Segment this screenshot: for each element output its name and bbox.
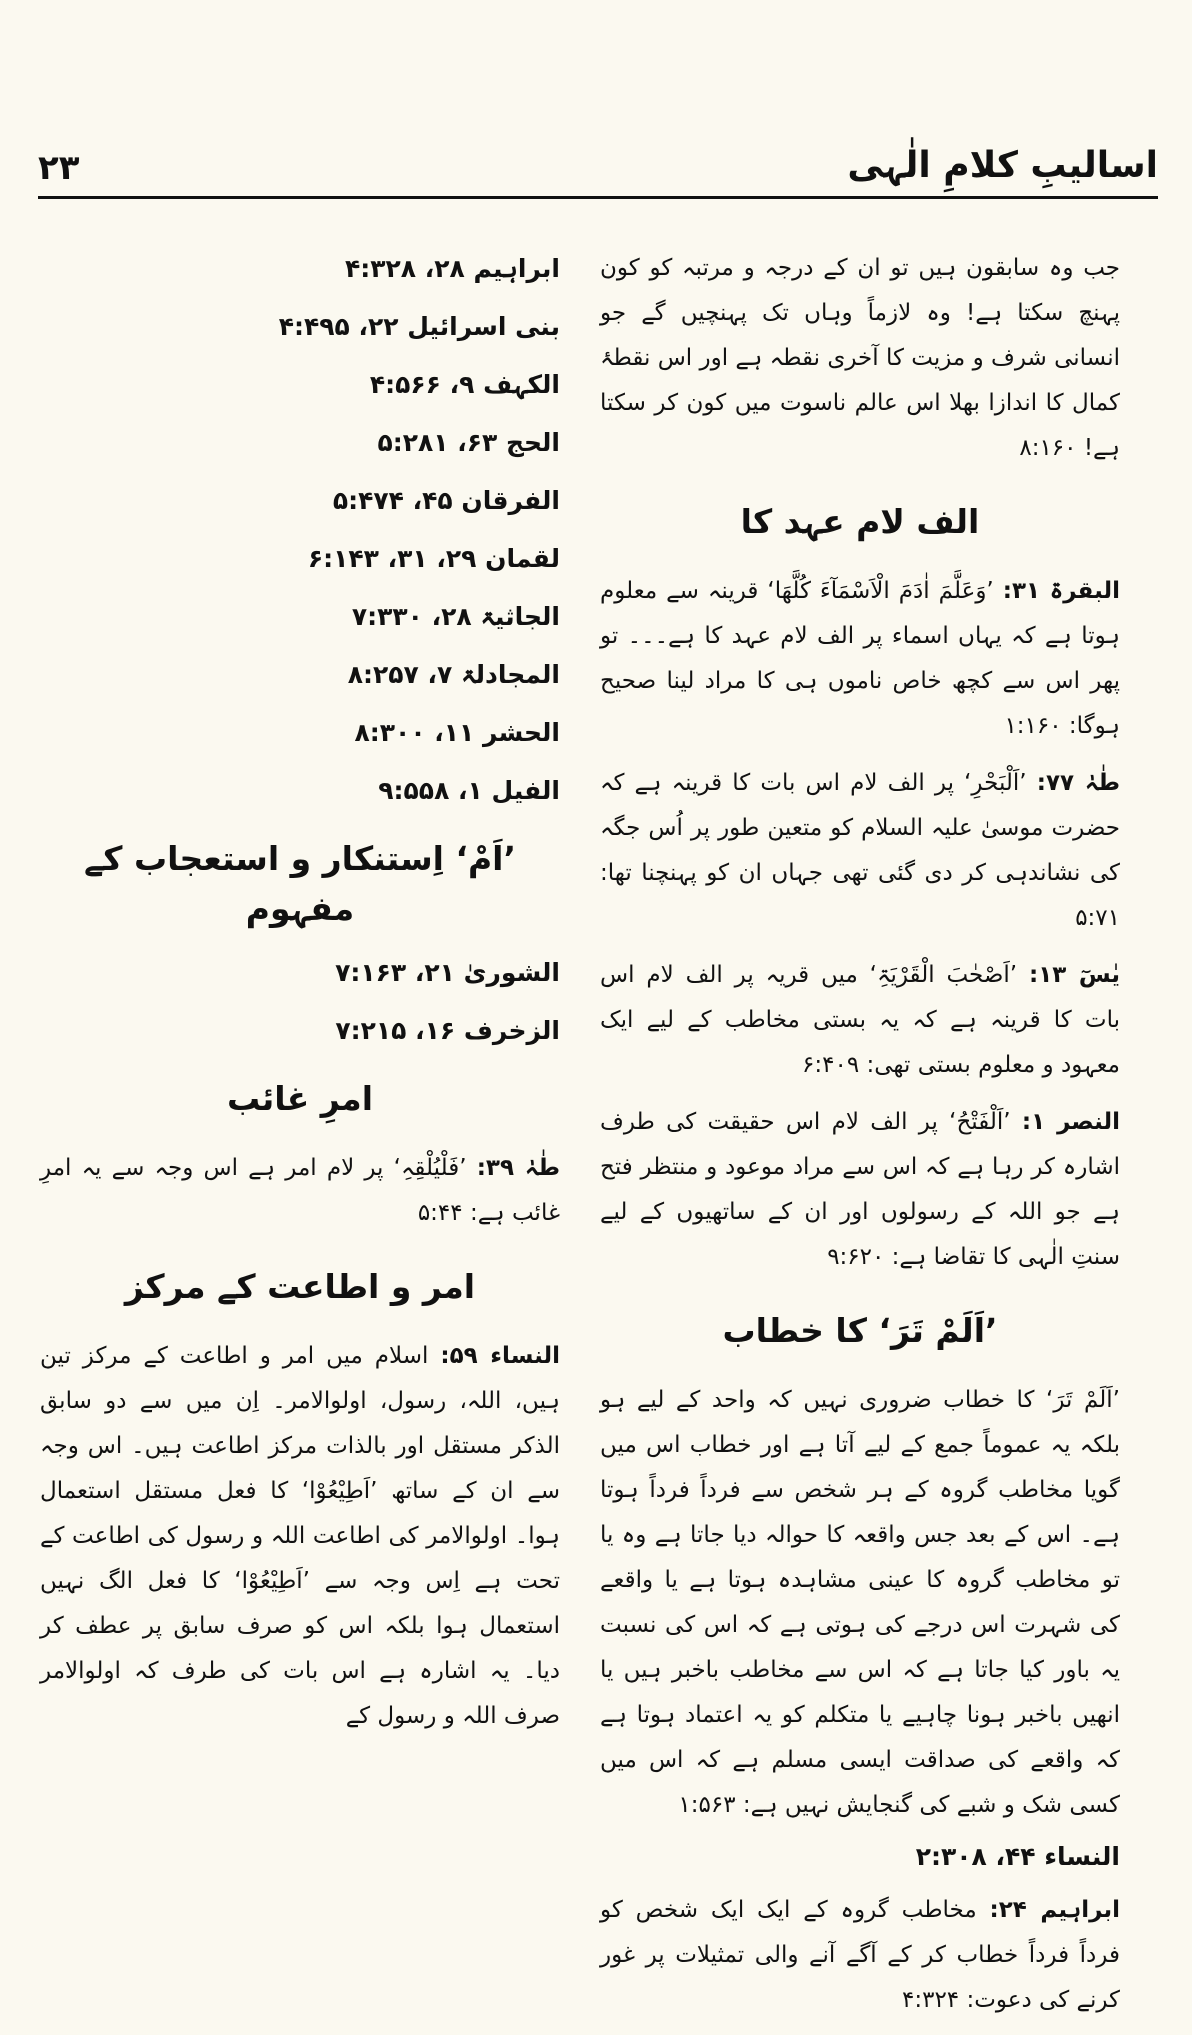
paragraph-taha bbox=[600, 761, 1120, 941]
reference-item: الجاثیۃ ۲۸، ۷:۳۳۰ bbox=[351, 602, 560, 631]
section-heading-am: ’اَمْ‘ اِستنکار و استعجاب کے مفہوم bbox=[83, 839, 517, 928]
reference-item: الکہف ۹، ۴:۵۶۶ bbox=[369, 370, 560, 399]
paragraph-text: ’اَصْحٰبَ الْقَرْیَۃِ‘ میں قریہ پر الف لام اس بات کا قرینہ ہے کہ یہ بستی مخاطب کے لیے ایک معہود و معلوم بستی تھی: ۶:۴۰۹ bbox=[600, 962, 1120, 1078]
reference-item: لقمان ۲۹، ۳۱، ۶:۱۴۳ bbox=[307, 544, 560, 573]
paragraph-text: مخاطب گروہ کے ایک ایک شخص کو فرداً فرداً خطاب کر کے آگے آنے والی تمثیلات پر غور کرنے کی دعوت: ۴:۳۲۴ bbox=[600, 1897, 1120, 2013]
reference-item: الحشر ۱۱، ۸:۳۰۰ bbox=[354, 718, 560, 747]
page-header bbox=[38, 130, 1158, 202]
section-heading-alif-lam: الف لام عہد کا bbox=[740, 502, 980, 541]
intro-paragraph: جب وہ سابقون ہیں تو ان کے درجہ و مرتبہ کو کون پہنچ سکتا ہے! وہ لازماً وہاں تک پہنچیں گے جو انسانی شرف و مزیت کا آخری نقطہ ہے اور اس نقطۂ کمال کا اندازا بھلا اس عالم ناسوت میں کون کر سکتا ہے! ۸:۱۶۰ bbox=[600, 255, 1120, 461]
paragraph-nisa-59 bbox=[40, 1334, 560, 1739]
reference-list-am bbox=[40, 956, 560, 1048]
left-column bbox=[40, 252, 560, 1751]
section-heading-amr-itaat: امر و اطاعت کے مرکز bbox=[124, 1267, 476, 1306]
header-rule bbox=[38, 196, 1158, 199]
verse-ref: البقرۃ ۳۱: bbox=[1002, 578, 1120, 604]
reference-list bbox=[40, 252, 560, 808]
section-heading-amr-ghaib: امرِ غائب bbox=[226, 1079, 374, 1118]
reference-item: الحج ۶۳، ۵:۲۸۱ bbox=[377, 428, 560, 457]
right-column bbox=[600, 252, 1120, 2035]
paragraph-alam-tara: ’اَلَمْ تَرَ‘ کا خطاب ضروری نہیں کہ واحد کے لیے ہو بلکہ یہ عموماً جمع کے لیے آتا ہے اور خطاب اس میں گویا مخاطب گروہ کے ہر شخص سے فرداً فرداً ہوتا ہے۔ اس کے بعد جس واقعہ کا حوالہ دیا جاتا ہے وہ یا تو مخاطب گروہ کا عینی مشاہدہ ہوتا ہے یا واقعے کی شہرت اس درجے کی ہوتی ہے کہ اس کی نسبت یہ باور کیا جاتا ہے کہ اس سے مخاطب باخبر ہیں یا انھیں باخبر ہونا چاہیے یا متکلم کو یہ اعتماد ہوتا ہے کہ واقعے کی صداقت ایسی مسلم ہے کہ اس میں کسی شک و شبے کی گنجایش نہیں ہے: ۱:۵۶۳ bbox=[600, 1387, 1120, 1818]
verse-ref: یٰسٓ ۱۳: bbox=[1029, 962, 1120, 988]
reference-item: الفیل ۱، ۹:۵۵۸ bbox=[378, 776, 560, 805]
page-number: ۲۳ bbox=[38, 148, 80, 188]
verse-ref: طٰہٰ ۳۹: bbox=[476, 1155, 560, 1181]
paragraph-taha-39 bbox=[40, 1146, 560, 1236]
reference-item: المجادلۃ ۷، ۸:۲۵۷ bbox=[347, 660, 560, 689]
book-title: اسالیبِ کلامِ الٰہی bbox=[847, 145, 1158, 186]
paragraph-baqarah bbox=[600, 569, 1120, 749]
reference-line: النساء ۴۴، ۲:۳۰۸ bbox=[915, 1842, 1120, 1871]
paragraph-text: ’فَلْیُلْقِہِ‘ پر لام امر ہے اس وجہ سے یہ امرِ غائب ہے: ۵:۴۴ bbox=[40, 1155, 560, 1226]
reference-item: الشوریٰ ۲۱، ۷:۱۶۳ bbox=[335, 958, 560, 987]
reference-item: الزخرف ۱۶، ۷:۲۱۵ bbox=[335, 1016, 560, 1045]
paragraph-text: ’اَلْبَحْرِ‘ پر الف لام اس بات کا قرینہ ہے کہ حضرت موسیٰ علیہ السلام کو متعین طور پر اُس جگہ کی نشاندہی کر دی گئی تھی جہاں ان کو پہنچنا تھا: ۵:۷۱ bbox=[600, 770, 1120, 931]
verse-ref: طٰہٰ ۷۷: bbox=[1036, 770, 1120, 796]
reference-item: الفرقان ۴۵، ۵:۴۷۴ bbox=[332, 486, 560, 515]
verse-ref: ابراہیم ۲۴: bbox=[989, 1897, 1120, 1923]
reference-item: ابراہیم ۲۸، ۴:۳۲۸ bbox=[344, 254, 560, 283]
reference-item: بنی اسرائیل ۲۲، ۴:۴۹۵ bbox=[278, 312, 560, 341]
verse-ref: النساء ۵۹: bbox=[440, 1343, 561, 1369]
paragraph-text: ’اَلْفَتْحُ‘ پر الف لام اس حقیقت کی طرف اشارہ کر رہا ہے کہ اس سے مراد موعود و منتظر فتح ہے جو اللہ کے رسولوں اور ان کے ساتھیوں کے لیے سنتِ الٰہی کا تقاضا ہے: ۹:۶۲۰ bbox=[600, 1109, 1120, 1270]
paragraph-text: اسلام میں امر و اطاعت کے مرکز تین ہیں، اللہ، رسول، اولوالامر۔ اِن میں سے دو سابق الذکر مستقل اور بالذات مرکز اطاعت ہیں۔ اس وجہ سے ان کے ساتھ ’اَطِیْعُوْا‘ کا فعل مستقل استعمال ہوا۔ اولوالامر کی اطاعت اللہ و رسول کی اطاعت کے تحت ہے اِس وجہ سے ’اَطِیْعُوْا‘ کا فعل الگ نہیں استعمال ہوا بلکہ اس کو صرف سابق پر عطف کر دیا۔ یہ اشارہ ہے اس بات کی طرف کہ اولوالامر صرف اللہ و رسول کے bbox=[40, 1343, 560, 1729]
verse-ref: النصر ۱: bbox=[1021, 1109, 1120, 1135]
paragraph-yasin bbox=[600, 953, 1120, 1088]
paragraph-text: ’وَعَلَّمَ اٰدَمَ الْاَسْمَآءَ کُلَّھَا‘ قرینہ سے معلوم ہوتا ہے کہ یہاں اسماء پر الف لام عہد کا ہے۔۔۔ تو پھر اس سے کچھ خاص ناموں ہی کا مراد لینا صحیح ہوگا: ۱:۱۶۰ bbox=[600, 578, 1120, 739]
section-heading-alam-tara: ’اَلَمْ تَرَ‘ کا خطاب bbox=[722, 1311, 998, 1350]
paragraph-nasr bbox=[600, 1100, 1120, 1280]
paragraph-ibrahim bbox=[600, 1888, 1120, 2023]
